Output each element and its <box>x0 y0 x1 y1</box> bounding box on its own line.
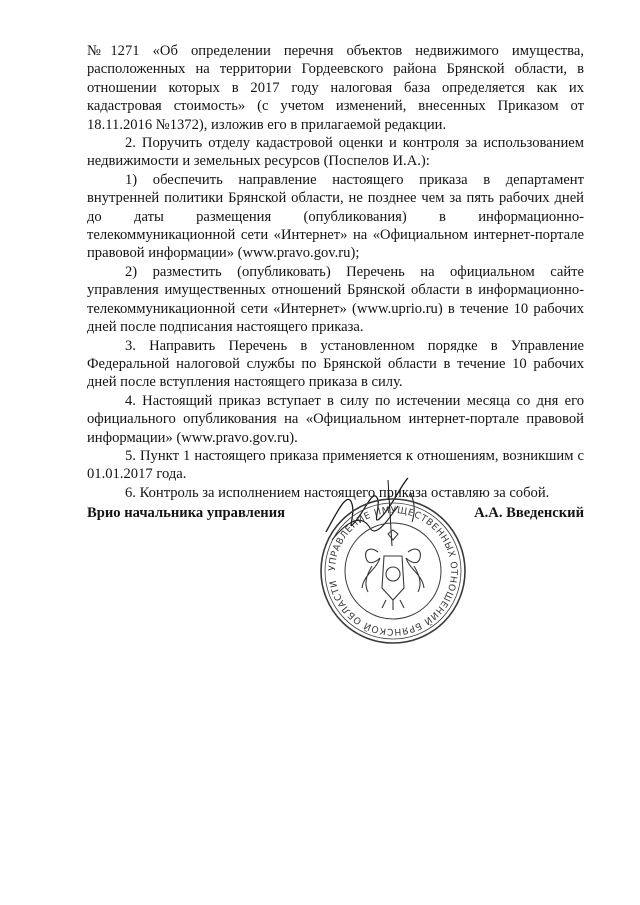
official-seal <box>318 496 468 646</box>
document-body <box>87 42 584 502</box>
signatory-name: А.А. Введенский <box>474 505 584 521</box>
paragraph-intro-continued: №1271 «Об определении перечня объектов недвижимого имущества, расположенных на территории Гордеевского района Брянской области, в отношении которых в 2017 году налоговая база определяется как их кадастровая стоимость» (с учетом изменений, внесенных Приказом от 18.11.2016 №1372), изложив его в прилагаемой редакции. <box>87 43 584 133</box>
seal-text: УПРАВЛЕНИЕ ИМУЩЕСТВЕННЫХ ОТНОШЕНИЙ БРЯНСКОЙ ОБЛАСТИ <box>326 504 460 638</box>
paragraph-3: 3. Направить Перечень в установленном порядке в Управление Федеральной налоговой службы по Брянской области в течение 10 рабочих дней после вступления настоящего приказа в силу. <box>87 337 584 391</box>
paragraph-4: 4. Настоящий приказ вступает в силу по истечении месяца со дня его официального опубликования на «Официальном интернет-портале правовой информации» (www.pravo.gov.ru). <box>87 392 584 446</box>
paragraph-2: 2. Поручить отделу кадастровой оценки и контроля за использованием недвижимости и земельных ресурсов (Поспелов И.А.): <box>87 135 584 170</box>
signatory-position: Врио начальника управления <box>87 505 286 521</box>
paragraph-6: 6. Контроль за исполнением настоящего приказа оставляю за собой. <box>125 484 550 501</box>
svg-text:УПРАВЛЕНИЕ ИМУЩЕСТВЕННЫХ ОТНОШ <box>327 505 459 637</box>
paragraph-2-1: 1) обеспечить направление настоящего приказа в департамент внутренней политики Брянской области, не позднее чем за пять рабочих дней до даты размещения (опубликования) в информационно-телекоммуникационной сети «Интернет» на «Официальном интернет-портале правовой информации» (www.pravo.gov.ru); <box>87 171 584 262</box>
coat-of-arms-icon <box>362 530 424 610</box>
paragraph-5: 5. Пункт 1 настоящего приказа применяется к отношениям, возникшим с 01.01.2017 года. <box>87 447 584 483</box>
paragraph-2-2: 2) разместить (опубликовать) Перечень на официальном сайте управления имущественных отношений Брянской области в информационно-телекоммуникационной сети «Интернет» (www.uprio.ru) в течение 10 рабочих дней после подписания настоящего приказа. <box>87 263 584 336</box>
